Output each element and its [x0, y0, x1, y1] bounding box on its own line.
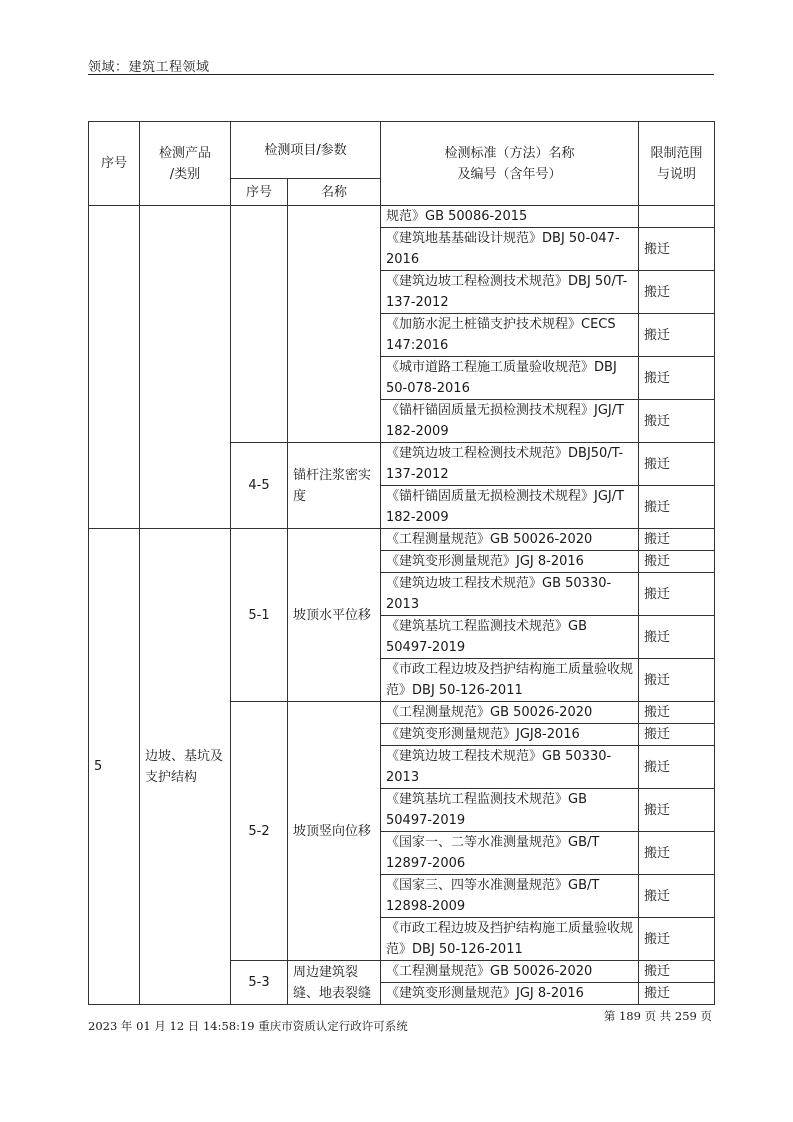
- header-seq: 序号: [89, 122, 140, 206]
- limit-cell: 搬迁: [639, 486, 715, 529]
- standard-cell: 《市政工程边坡及挡护结构施工质量验收规范》DBJ 50-126-2011: [381, 659, 639, 702]
- item-name: 锚杆注浆密实度: [288, 443, 381, 529]
- standard-cell: 《建筑基坑工程监测技术规范》GB 50497-2019: [381, 616, 639, 659]
- limit-cell: 搬迁: [639, 314, 715, 357]
- standard-cell: 《建筑基坑工程监测技术规范》GB 50497-2019: [381, 789, 639, 832]
- cell-seq-empty: [89, 206, 140, 529]
- standard-cell: 《建筑变形测量规范》JGJ 8-2016: [381, 983, 639, 1005]
- group-seq: 5: [89, 529, 140, 1005]
- cell-sub-seq-empty: [231, 206, 288, 443]
- limit-cell: 搬迁: [639, 529, 715, 551]
- header-divider: [88, 74, 714, 75]
- limit-cell: 搬迁: [639, 228, 715, 271]
- group-product: 边坡、基坑及支护结构: [140, 529, 231, 1005]
- table-row: [89, 529, 715, 551]
- limit-cell: 搬迁: [639, 789, 715, 832]
- item-name: 坡顶竖向位移: [288, 702, 381, 961]
- limit-cell: 搬迁: [639, 659, 715, 702]
- header-item-param: 检测项目/参数: [231, 122, 381, 179]
- limit-cell: 搬迁: [639, 443, 715, 486]
- footer-page-info: 第 189 页 共 259 页: [603, 1009, 712, 1023]
- header-standard: 检测标准（方法）名称 及编号（含年号）: [381, 122, 639, 206]
- limit-cell: 搬迁: [639, 746, 715, 789]
- standard-cell: 《建筑边坡工程检测技术规范》DBJ 50/T-137-2012: [381, 271, 639, 314]
- item-name: 周边建筑裂缝、地表裂缝: [288, 961, 381, 1005]
- limit-cell: 搬迁: [639, 724, 715, 746]
- standard-cell: 《锚杆锚固质量无损检测技术规程》JGJ/T 182-2009: [381, 400, 639, 443]
- page-header-domain: 领域：建筑工程领域: [88, 60, 210, 75]
- header-limit: 限制范围 与说明: [639, 122, 715, 206]
- standard-cell: 《工程测量规范》GB 50026-2020: [381, 529, 639, 551]
- standard-cell: 《建筑变形测量规范》JGJ 8-2016: [381, 551, 639, 573]
- standard-cell: 《建筑边坡工程技术规范》GB 50330-2013: [381, 573, 639, 616]
- inspection-table: [88, 121, 715, 1005]
- standard-cell: 《工程测量规范》GB 50026-2020: [381, 961, 639, 983]
- standard-cell: 《建筑地基基础设计规范》DBJ 50-047-2016: [381, 228, 639, 271]
- table-header-row: [89, 122, 715, 179]
- cell-product-empty: [140, 206, 231, 529]
- item-seq: 4-5: [231, 443, 288, 529]
- header-sub-name: 名称: [288, 179, 381, 206]
- standard-cell: 《国家一、二等水准测量规范》GB/T 12897-2006: [381, 832, 639, 875]
- standard-cell: 《工程测量规范》GB 50026-2020: [381, 702, 639, 724]
- header-product: 检测产品 /类别: [140, 122, 231, 206]
- footer-timestamp: 2023 年 01 月 12 日 14:58:19 重庆市资质认定行政许可系统: [88, 1019, 408, 1033]
- cell-sub-name-empty: [288, 206, 381, 443]
- standard-cell: 《城市道路工程施工质量验收规范》DBJ 50-078-2016: [381, 357, 639, 400]
- limit-cell: 搬迁: [639, 357, 715, 400]
- standard-cell: 规范》GB 50086-2015: [381, 206, 639, 228]
- item-seq: 5-3: [231, 961, 288, 1005]
- item-seq: 5-2: [231, 702, 288, 961]
- standard-cell: 《国家三、四等水准测量规范》GB/T 12898-2009: [381, 875, 639, 918]
- header-sub-seq: 序号: [231, 179, 288, 206]
- limit-cell: 搬迁: [639, 400, 715, 443]
- standard-cell: 《建筑边坡工程技术规范》GB 50330-2013: [381, 746, 639, 789]
- limit-cell: 搬迁: [639, 918, 715, 961]
- limit-cell: 搬迁: [639, 961, 715, 983]
- limit-cell: 搬迁: [639, 875, 715, 918]
- standard-cell: 《建筑边坡工程检测技术规范》DBJ50/T-137-2012: [381, 443, 639, 486]
- table-row: [89, 206, 715, 228]
- limit-cell: 搬迁: [639, 702, 715, 724]
- limit-cell: 搬迁: [639, 271, 715, 314]
- standard-cell: 《锚杆锚固质量无损检测技术规程》JGJ/T 182-2009: [381, 486, 639, 529]
- item-seq: 5-1: [231, 529, 288, 702]
- standard-cell: 《市政工程边坡及挡护结构施工质量验收规范》DBJ 50-126-2011: [381, 918, 639, 961]
- item-name: 坡顶水平位移: [288, 529, 381, 702]
- limit-cell: 搬迁: [639, 573, 715, 616]
- standard-cell: 《建筑变形测量规范》JGJ8-2016: [381, 724, 639, 746]
- standard-cell: 《加筋水泥土桩锚支护技术规程》CECS 147:2016: [381, 314, 639, 357]
- limit-cell: [639, 206, 715, 228]
- limit-cell: 搬迁: [639, 551, 715, 573]
- limit-cell: 搬迁: [639, 983, 715, 1005]
- limit-cell: 搬迁: [639, 616, 715, 659]
- limit-cell: 搬迁: [639, 832, 715, 875]
